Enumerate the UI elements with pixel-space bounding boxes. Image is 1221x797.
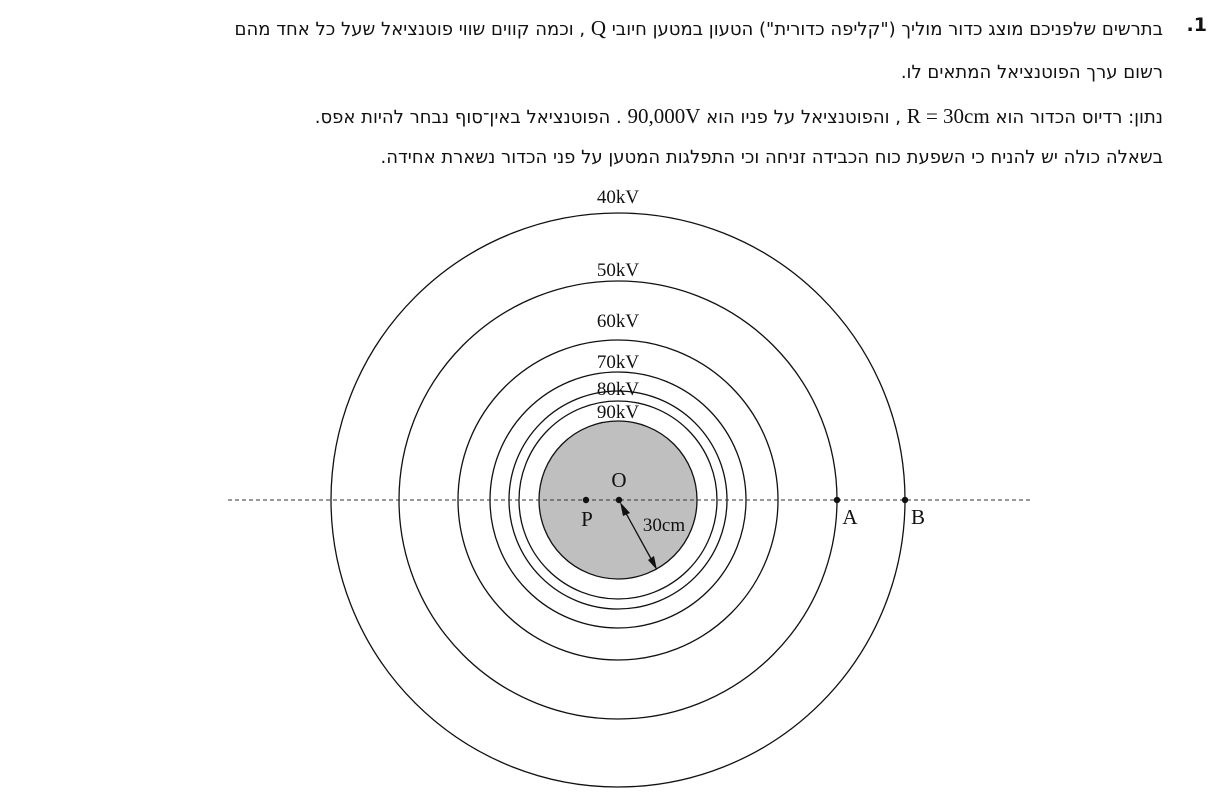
point-p-dot (583, 497, 589, 503)
question-line-3-part-1: נתון: רדיוס הכדור הוא (995, 107, 1163, 128)
label-90kv: 90kV (596, 402, 640, 423)
charge-symbol: Q (590, 16, 607, 40)
point-o-dot (616, 497, 622, 503)
label-b: B (910, 505, 926, 529)
question-line-2: רשום ערך הפוטנציאל המתאים לו. (900, 62, 1163, 83)
question-line-1-part-1: בתרשים שלפניכם מוצג כדור מוליך ("קליפה כדורית") הטעון במטען חיובי (611, 19, 1163, 40)
label-40kv: 40kV (596, 187, 640, 208)
radius-expression: R = 30cm (906, 104, 990, 128)
question-line-3-part-2: , והפוטנציאל על פניו הוא (706, 107, 901, 128)
label-50kv: 50kV (596, 260, 640, 281)
label-80kv: 80kV (596, 379, 640, 400)
label-radius: 30cm (642, 515, 686, 536)
question-line-1-part-2: , וכמה קווים שווי פוטנציאל שעל כל אחד מהם (234, 19, 586, 40)
label-a: A (842, 505, 858, 529)
label-70kv: 70kV (596, 352, 640, 373)
question-line-3-part-3: . הפוטנציאל באין־סוף נבחר להיות אפס. (314, 107, 622, 128)
point-a-dot (834, 497, 840, 503)
surface-potential-value: 90,000V (627, 104, 701, 128)
question-number: .1 (1186, 14, 1207, 36)
point-b-dot (902, 497, 908, 503)
label-o: O (611, 468, 627, 492)
question-line-4: בשאלה כולה יש להניח כי השפעת כוח הכבידה זניחה וכי התפלגות המטען על פני הכדור נשארת אחידה. (380, 147, 1163, 168)
label-p: P (581, 507, 593, 531)
label-60kv: 60kV (596, 311, 640, 332)
